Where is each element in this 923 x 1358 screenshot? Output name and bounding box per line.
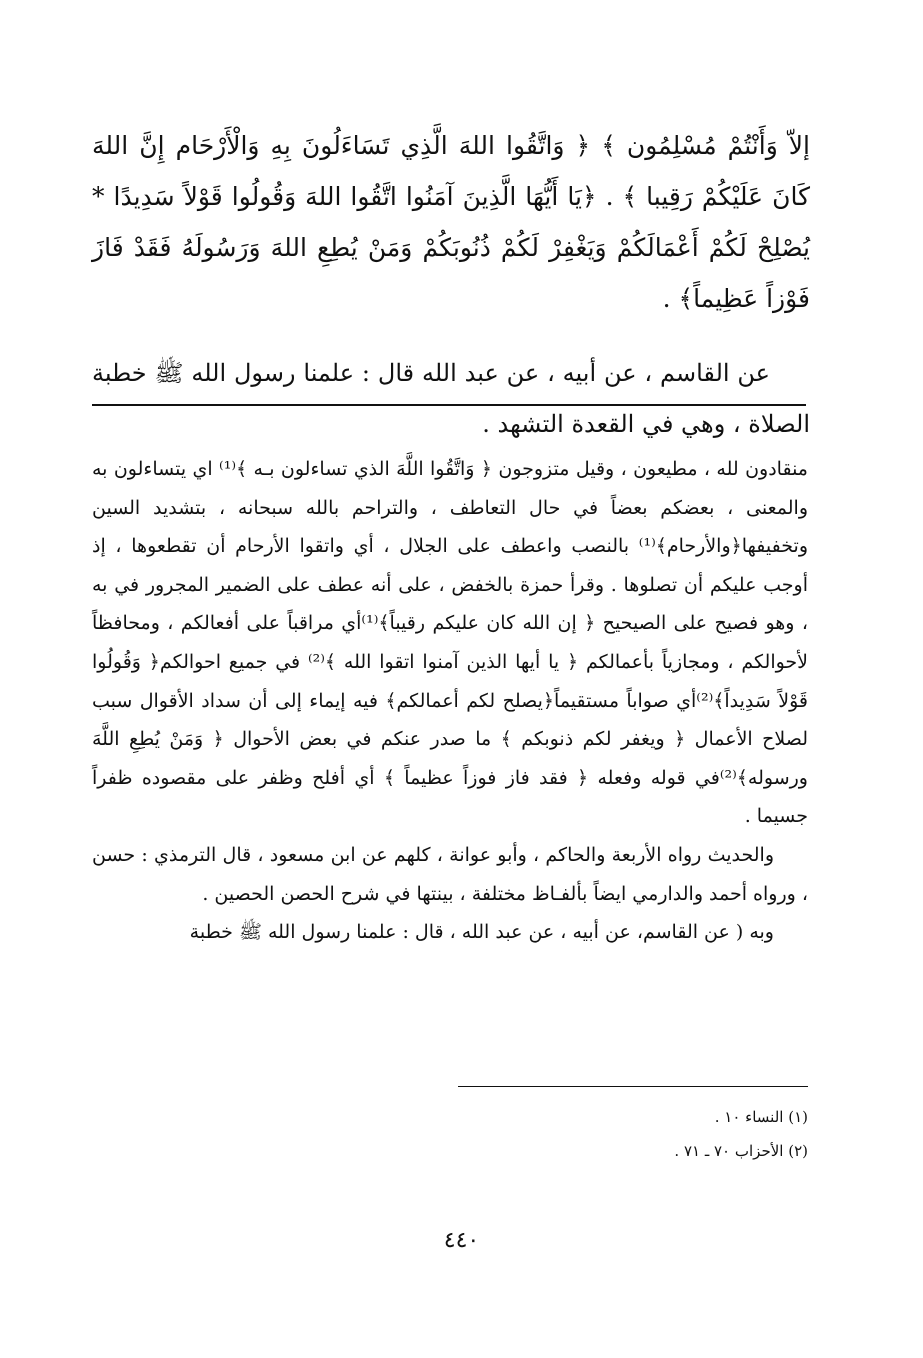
commentary-paragraph-3: وبه ( عن القاسم، عن أبيه ، عن عبد الله ، قال : علمنا رسول الله ﷺ خطبة [189, 921, 774, 944]
commentary-paragraph-1: منقادون لله ، مطيعون ، وقيل متزوجون ﴿ وَاتَّقُوا اللَّهَ الذي تساءلون بـه ﴾⁽¹⁾ اي يتساءلون به والمعنى ، بعضكم بعضاً في حال التعاطف ، والتراحم بالله سبحانه ، بتشديد السين وتخفيفها﴿والأرحام﴾⁽¹⁾ بالنصب واعطف على الجلال ، أي واتقوا الأرحام أن تقطعوها ، إذ أوجب عليكم أن تصلوها . وقرأ حمزة بالخفض ، على أنه عطف على الضمير المجرور في به ، وهو فصيح على الصيحيح ﴿ إن الله كان عليكم رقيباً﴾⁽¹⁾أي مراقباً على أفعالكم ، ومحافظاً لأحوالكم ، ومجازياً بأعمالكم ﴿ يا أيها الذين آمنوا اتقوا الله ﴾⁽²⁾ في جميع احوالكم﴿ وَقُولُوا قَوْلاً سَدِيداً﴾⁽²⁾أي صواباً مستقيماً﴿يصلح لكم أعمالكم﴾ فيه إيماء إلى أن سداد الأقوال سبب لصلاح الأعمال ﴿ ويغفر لكم ذنوبكم ﴾ ما صدر عنكم في بعض الأحوال ﴿ وَمَنْ يُطِعِ اللَّهَ ورسوله﴾⁽²⁾في قوله وفعله ﴿ فقد فاز فوزاً عظيماً ﴾ أي أفلح وظفر على مقصوده ظفراً جسيما . [92, 458, 809, 828]
page-number: ٤٤٠ [443, 1228, 480, 1253]
commentary-block [92, 450, 808, 952]
quran-verses: إلاّ وَأَنْتُمْ مُسْلِمُون ﴾ ﴿ وَاتَّقُوا اللهَ الَّذِي تَسَاءَلُونَ بِهِ وَالْأَرْحَام إِنَّ اللهَ كَانَ عَلَيْكُمْ رَقِيبا ﴾ . ﴿يَا أَيُّهَا الَّذِينَ آمَنُوا اتَّقُوا اللهَ وَقُولُوا قَوْلاً سَدِيدًا * يُصْلِحْ لَكُمْ أَعْمَالَكُمْ وَيَغْفِرْ لَكُمْ ذُنُوبَكُمْ وَمَنْ يُطِعِ اللهَ وَرَسُولَهُ فَقَدْ فَازَ فَوْزاً عَظِيماً﴾ . [92, 131, 810, 313]
section-divider [92, 404, 806, 406]
footnotes-block [92, 1100, 808, 1168]
commentary-paragraph-2: والحديث رواه الأربعة والحاكم ، وأبو عوانة ، كلهم عن ابن مسعود ، قال الترمذي : حسن ، ورواه أحمد والدارمي ايضاً بألفـاظ مختلفة ، بينتها في شرح الحصن الحصين . [92, 843, 808, 905]
hadith-text-block [92, 120, 810, 450]
footnote-2: (٢) الأحزاب ٧٠ ـ ٧١ . [674, 1142, 808, 1160]
footnote-1: (١) النساء ١٠ . [714, 1108, 808, 1126]
hadith-narration: عن القاسم ، عن أبيه ، عن عبد الله قال : علمنا رسول الله ﷺ خطبة الصلاة ، وهي في القعدة التشهد . [92, 359, 810, 438]
footnote-divider [458, 1086, 808, 1087]
